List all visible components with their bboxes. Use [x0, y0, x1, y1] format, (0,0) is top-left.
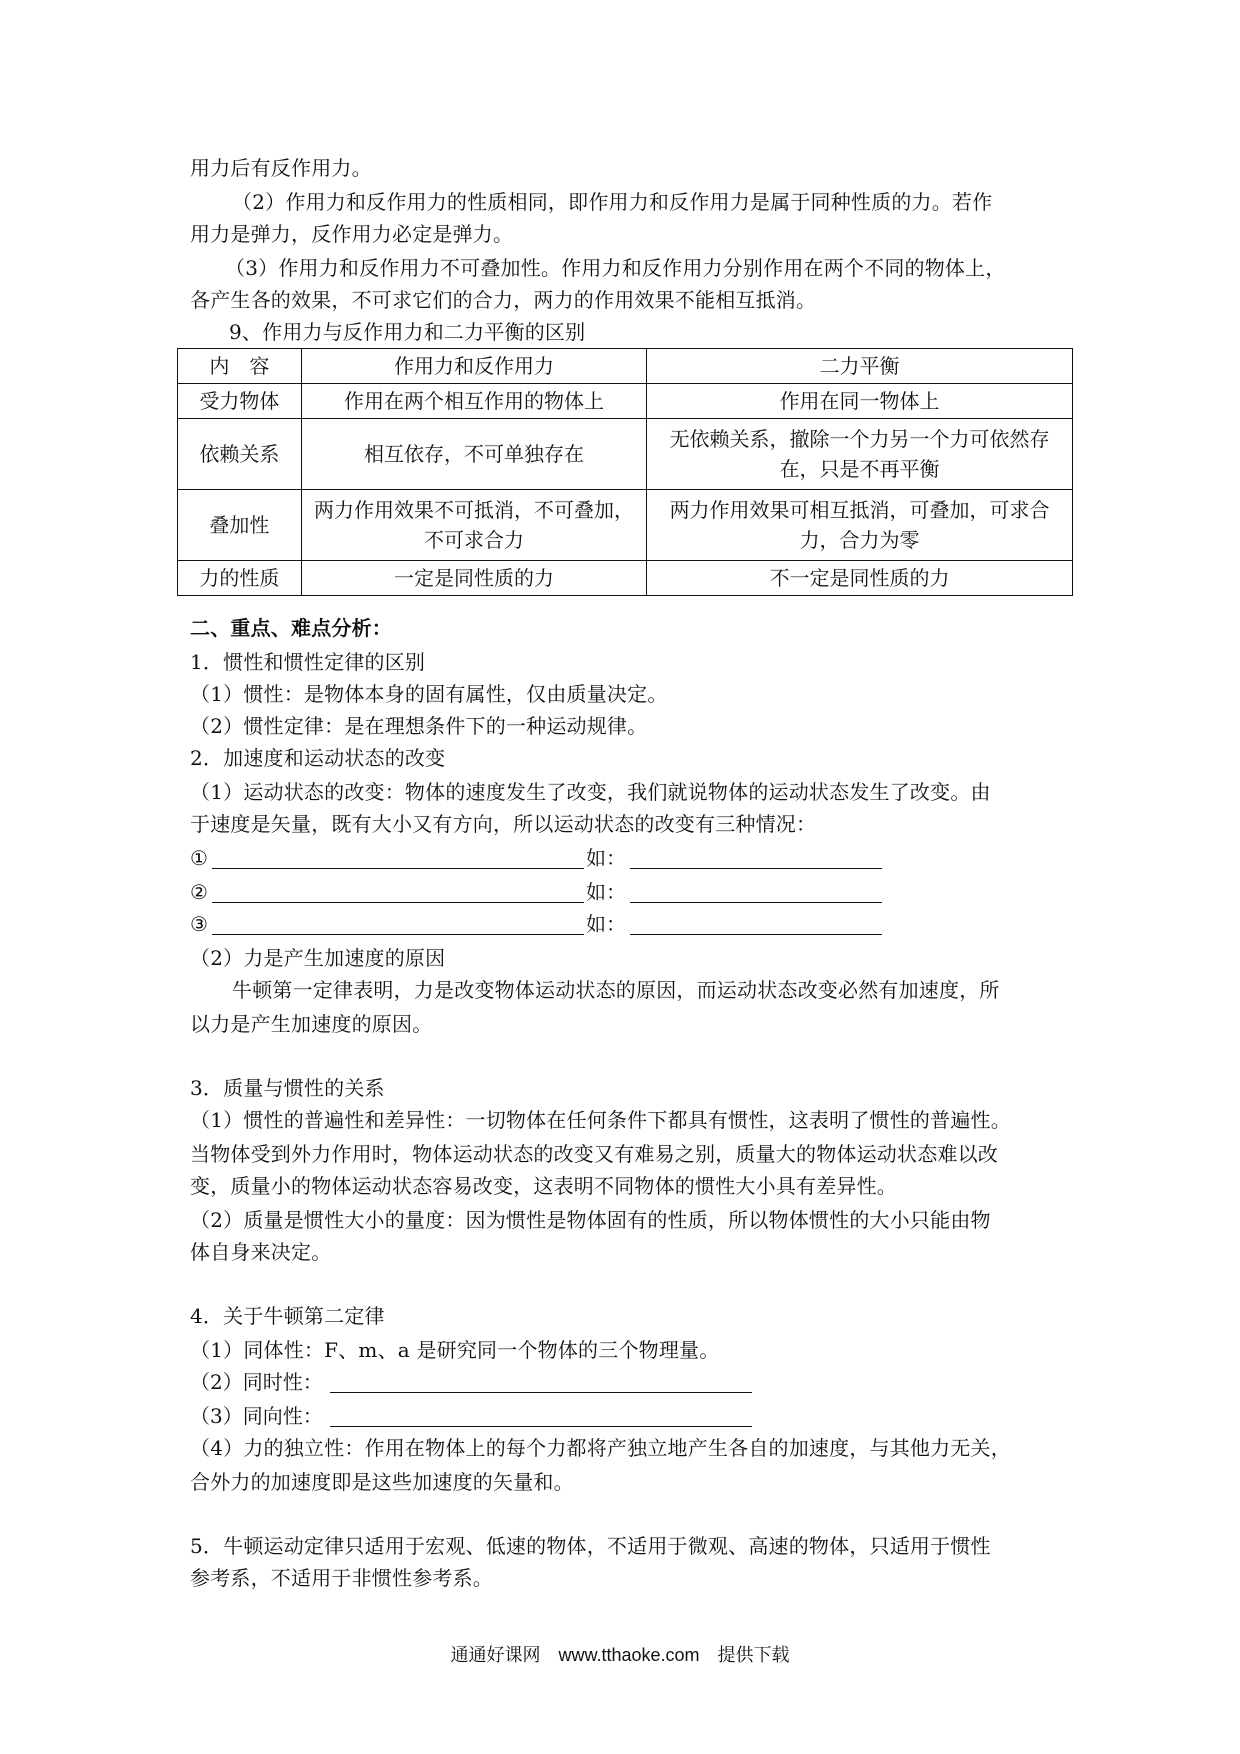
- table-cell: 无依赖关系，撤除一个力另一个力可依然存在，只是不再平衡: [647, 419, 1073, 490]
- table-header-cell: 内 容: [178, 349, 302, 384]
- text-line: 合外力的加速度即是这些加速度的矢量和。: [190, 1470, 574, 1494]
- circled-number: ①: [190, 846, 208, 870]
- table-row: [178, 419, 1073, 490]
- table-cell: 力的性质: [178, 561, 302, 596]
- subsection-heading: 4．关于牛顿第二定律: [190, 1304, 385, 1328]
- text-line: （3）作用力和反作用力不可叠加性。作用力和反作用力分别作用在两个不同的物体上，: [225, 256, 1006, 280]
- text-line: （1）惯性的普遍性和差异性：一切物体在任何条件下都具有惯性，这表明了惯性的普遍性。: [190, 1108, 1011, 1132]
- text-line: 当物体受到外力作用时，物体运动状态的改变又有难易之别，质量大的物体运动状态难以改: [190, 1142, 998, 1166]
- answer-blank[interactable]: [630, 912, 882, 935]
- table-cell: 两力作用效果不可抵消，不可叠加，不可求合力: [301, 490, 646, 561]
- table-cell: 两力作用效果可相互抵消，可叠加，可求合力，合力为零: [647, 490, 1073, 561]
- answer-blank[interactable]: [630, 846, 882, 869]
- text-line: （1）同体性：F、m、a 是研究同一个物体的三个物理量。: [190, 1338, 720, 1362]
- table-row: [178, 384, 1073, 419]
- table-header-row: [178, 349, 1073, 384]
- table-cell: 叠加性: [178, 490, 302, 561]
- text-line: （1）运动状态的改变：物体的速度发生了改变，我们就说物体的运动状态发生了改变。由: [190, 780, 991, 804]
- table-header-cell: 二力平衡: [647, 349, 1073, 384]
- text-line: 于速度是矢量，既有大小又有方向，所以运动状态的改变有三种情况：: [190, 812, 817, 836]
- table-row: [178, 561, 1073, 596]
- text-line: （3）同向性：: [190, 1404, 323, 1428]
- text-line: （1）惯性：是物体本身的固有属性，仅由质量决定。: [190, 682, 668, 706]
- text-line: 参考系，不适用于非惯性参考系。: [190, 1566, 493, 1590]
- answer-blank[interactable]: [212, 880, 584, 903]
- circled-number: ②: [190, 880, 208, 904]
- table-cell: 作用在两个相互作用的物体上: [301, 384, 646, 419]
- table-cell: 作用在同一物体上: [647, 384, 1073, 419]
- example-label: 如：: [586, 846, 626, 870]
- subsection-heading: 2．加速度和运动状态的改变: [190, 746, 446, 770]
- text-line: （2）惯性定律：是在理想条件下的一种运动规律。: [190, 714, 648, 738]
- text-line: （2）力是产生加速度的原因: [190, 946, 446, 970]
- example-label: 如：: [586, 880, 626, 904]
- example-label: 如：: [586, 912, 626, 936]
- table-cell: 一定是同性质的力: [301, 561, 646, 596]
- text-line: 牛顿第一定律表明，力是改变物体运动状态的原因，而运动状态改变必然有加速度，所: [232, 978, 1000, 1002]
- text-line: （2）质量是惯性大小的量度：因为惯性是物体固有的性质，所以物体惯性的大小只能由物: [190, 1208, 991, 1232]
- section-heading: 二、重点、难点分析：: [190, 616, 392, 640]
- text-line: 各产生各的效果，不可求它们的合力，两力的作用效果不能相互抵消。: [190, 288, 817, 312]
- answer-blank[interactable]: [212, 846, 584, 869]
- text-line: 用力是弹力，反作用力必定是弹力。: [190, 222, 514, 246]
- answer-blank[interactable]: [330, 1404, 752, 1427]
- subsection-heading: 1．惯性和惯性定律的区别: [190, 650, 426, 674]
- text-line: （2）作用力和反作用力的性质相同，即作用力和反作用力是属于同种性质的力。若作: [232, 190, 993, 214]
- answer-blank[interactable]: [330, 1370, 752, 1393]
- text-line: 用力后有反作用力。: [190, 156, 372, 180]
- table-cell: 受力物体: [178, 384, 302, 419]
- table-cell: 依赖关系: [178, 419, 302, 490]
- table-cell: 相互依存，不可单独存在: [301, 419, 646, 490]
- text-line: 5．牛顿运动定律只适用于宏观、低速的物体，不适用于微观、高速的物体，只适用于惯性: [190, 1534, 991, 1558]
- table-header-cell: 作用力和反作用力: [301, 349, 646, 384]
- circled-number: ③: [190, 912, 208, 936]
- answer-blank[interactable]: [212, 912, 584, 935]
- text-line: （4）力的独立性：作用在物体上的每个力都将产独立地产生各自的加速度，与其他力无关，: [190, 1436, 1011, 1460]
- table-caption: 9、作用力与反作用力和二力平衡的区别: [229, 320, 586, 344]
- page-footer: 通通好课网 www.tthaoke.com 提供下载: [450, 1645, 790, 1665]
- comparison-table: [177, 348, 1073, 596]
- subsection-heading: 3．质量与惯性的关系: [190, 1076, 385, 1100]
- answer-blank[interactable]: [630, 880, 882, 903]
- table-cell: 不一定是同性质的力: [647, 561, 1073, 596]
- table-row: [178, 490, 1073, 561]
- text-line: 以力是产生加速度的原因。: [190, 1012, 433, 1036]
- text-line: （2）同时性：: [190, 1370, 323, 1394]
- text-line: 变，质量小的物体运动状态容易改变，这表明不同物体的惯性大小具有差异性。: [190, 1174, 897, 1198]
- text-line: 体自身来决定。: [190, 1240, 332, 1264]
